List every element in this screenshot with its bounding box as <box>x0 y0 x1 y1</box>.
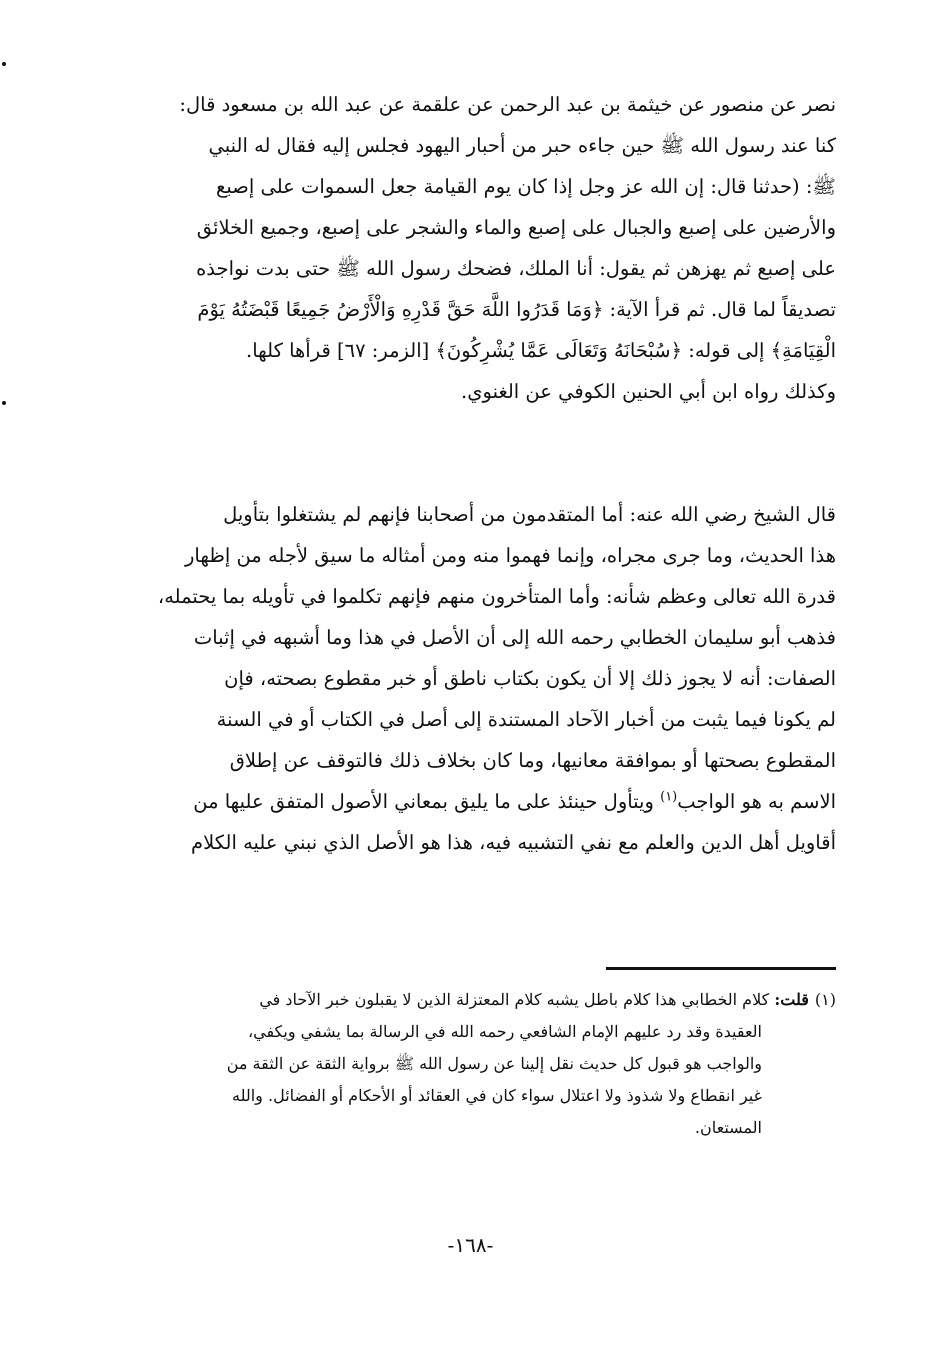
paragraph-commentary <box>126 494 836 863</box>
footnote <box>126 984 836 1144</box>
text-line: وكذلك رواه ابن أبي الحنين الكوفي عن الغنوي. <box>461 380 836 403</box>
text-line: فذهب أبو سليمان الخطابي رحمه الله إلى أن الأصل في هذا وما أشبهه في إثبات <box>193 626 836 649</box>
text-line-with-footnote-ref <box>126 781 836 822</box>
text-line: الْقِيَامَةِ﴾ إلى قوله: ﴿سُبْحَانَهُ وَتَعَالَى عَمَّا يُشْرِكُونَ﴾ [الزمر: ٦٧] قرأها كلها. <box>246 339 836 362</box>
text-line: قدرة الله تعالى وعظم شأنه: وأما المتأخرون منهم فإنهم تكلموا في تأويله بما يحتمله، <box>157 585 836 608</box>
footnote-text: كلام الخطابي هذا كلام باطل يشبه كلام المعتزلة الذين لا يقبلون خبر الآحاد في <box>259 990 770 1009</box>
text-line: المقطوع بصحتها أو بموافقة معانيها، وما كان بخلاف ذلك فالتوقف عن إطلاق <box>229 749 836 772</box>
text-line: الصفات: أنه لا يجوز ذلك إلا أن يكون بكتاب ناطق أو خبر مقطوع بصحته، فإن <box>224 667 836 690</box>
text-line: والأرضين على إصبع والجبال على إصبع والماء والشجر على إصبع، وجميع الخلائق <box>196 216 836 239</box>
text-line: على إصبع ثم يهزهن ثم يقول: أنا الملك، فضحك رسول الله ﷺ حتى بدت نواجذه <box>196 257 836 280</box>
text-line: نصر عن منصور عن خيثمة بن عبد الرحمن عن علقمة عن عبد الله بن مسعود قال: <box>179 93 836 116</box>
text-line: لم يكونا فيما يثبت من أخبار الآحاد المستندة إلى أصل في الكتاب أو في السنة <box>216 708 836 731</box>
footnote-ref: (١) <box>660 789 678 805</box>
footnote-first-line <box>126 984 836 1016</box>
text-segment: الاسم به هو الواجب <box>677 790 836 813</box>
text-segment: ويتأول حينئذ على ما يليق بمعاني الأصول المتفق عليها من <box>193 790 654 813</box>
footnote-marker: (١) <box>814 990 836 1009</box>
text-line: تصديقاً لما قال. ثم قرأ الآية: ﴿وَمَا قَدَرُوا اللَّهَ حَقَّ قَدْرِهِ وَالْأَرْضُ جَمِيعًا قَبْضَتُهُ يَوْمَ <box>197 298 836 321</box>
footnote-line: والواجب هو قبول كل حديث نقل إلينا عن رسول الله ﷺ برواية الثقة عن الثقة من <box>226 1054 762 1073</box>
text-line: قال الشيخ رضي الله عنه: أما المتقدمون من أصحابنا فإنهم لم يشتغلوا بتأويل <box>223 503 836 526</box>
scan-mark <box>2 62 6 66</box>
paragraph-hadith <box>126 84 836 412</box>
footnote-line: العقيدة وقد رد عليهم الإمام الشافعي رحمه الله في الرسالة بما يشفي ويكفي، <box>247 1022 762 1041</box>
footnote-separator <box>606 967 836 970</box>
footnote-line: المستعان. <box>694 1118 762 1137</box>
footnote-label: قلت: <box>774 990 809 1009</box>
page-number: -١٦٨- <box>447 1233 494 1257</box>
footnote-line: غير انقطاع ولا شذوذ ولا اعتلال سواء كان في العقائد أو الأحكام أو الفضائل. والله <box>231 1086 762 1105</box>
scan-mark <box>2 401 6 405</box>
text-line: ﷺ: (حدثنا قال: إن الله عز وجل إذا كان يوم القيامة جعل السموات على إصبع <box>216 175 836 198</box>
text-line: كنا عند رسول الله ﷺ حين جاءه حبر من أحبار اليهود فجلس إليه فقال له النبي <box>208 134 836 157</box>
text-line: أقاويل أهل الدين والعلم مع نفي التشبيه فيه، هذا هو الأصل الذي نبني عليه الكلام <box>191 831 836 854</box>
text-line: هذا الحديث، وما جرى مجراه، وإنما فهموا منه ومن أمثاله ما سيق لأجله من إظهار <box>184 544 836 567</box>
